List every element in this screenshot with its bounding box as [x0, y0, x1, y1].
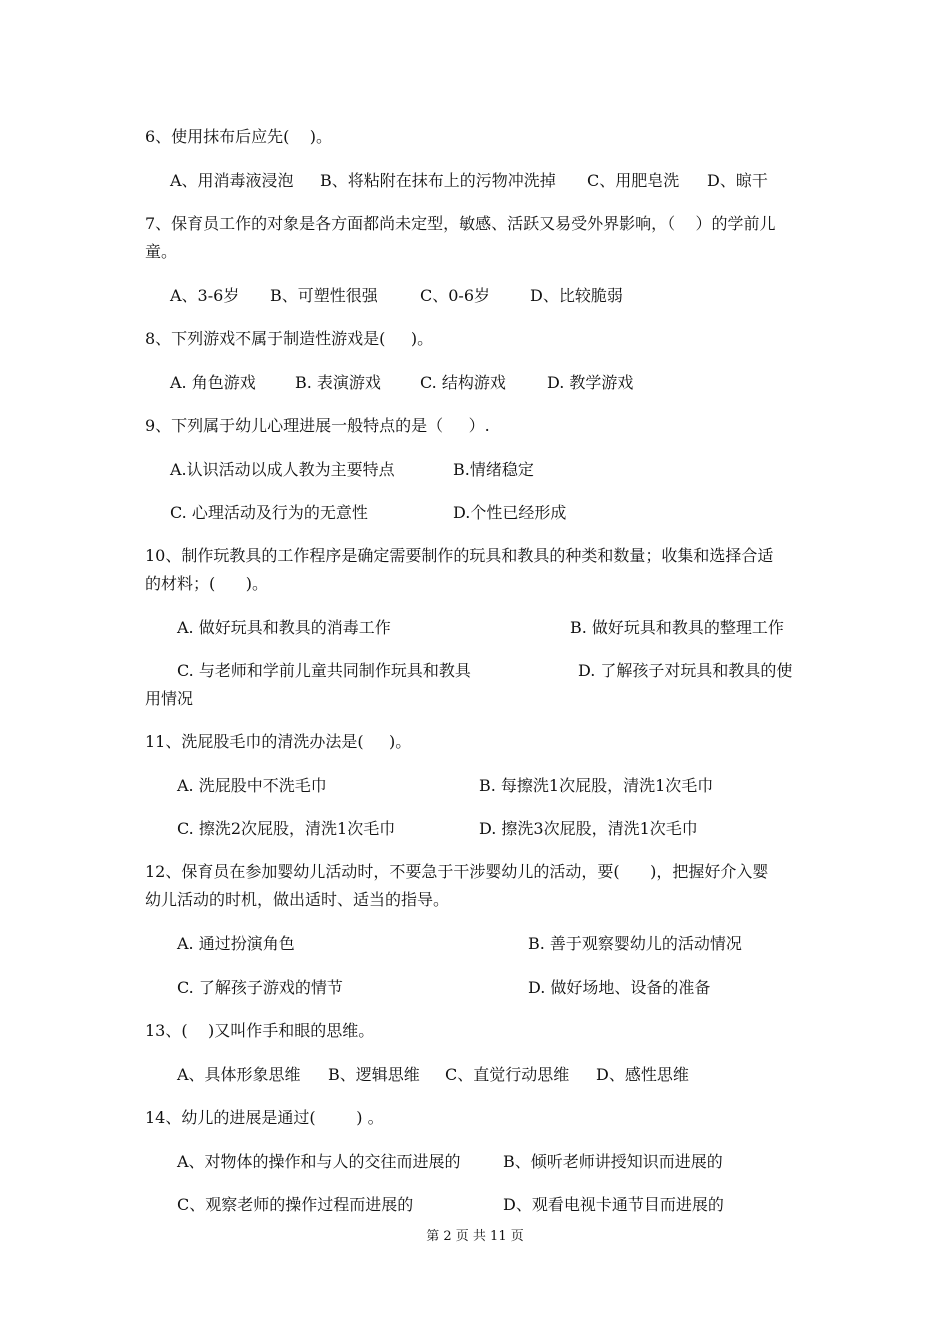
q12-option-d: D. 做好场地、设备的准备: [528, 978, 711, 997]
q6-option-d: D、晾干: [707, 171, 768, 190]
q13-option-a: A、具体形象思维: [177, 1065, 301, 1084]
q10-option-a: A. 做好玩具和教具的消毒工作: [177, 618, 391, 637]
q9-option-c: C. 心理活动及行为的无意性: [170, 503, 368, 522]
q9-option-d: D.个性已经形成: [453, 503, 567, 522]
question-7-stem-cont: 童。: [145, 242, 178, 261]
q12-option-b: B. 善于观察婴幼儿的活动情况: [528, 934, 742, 953]
q12-option-c: C. 了解孩子游戏的情节: [177, 978, 343, 997]
question-9-stem: 9、下列属于幼儿心理进展一般特点的是（ ）.: [145, 416, 490, 435]
q7-option-c: C、0-6岁: [420, 286, 491, 305]
question-10-stem: 10、制作玩教具的工作程序是确定需要制作的玩具和教具的种类和数量；收集和选择合适: [145, 546, 774, 565]
question-13-stem: 13、( )又叫作手和眼的思维。: [145, 1021, 375, 1040]
q8-option-b: B. 表演游戏: [295, 373, 381, 392]
page-footer: 第 2 页 共 11 页: [426, 1229, 524, 1244]
q8-option-c: C. 结构游戏: [420, 373, 506, 392]
question-8-stem: 8、下列游戏不属于制造性游戏是( )。: [145, 329, 434, 348]
q14-option-b: B、倾听老师讲授知识而进展的: [503, 1152, 723, 1171]
q13-option-d: D、感性思维: [596, 1065, 689, 1084]
q7-option-a: A、3-6岁: [170, 286, 240, 305]
q13-option-c: C、直觉行动思维: [445, 1065, 570, 1084]
q11-option-a: A. 洗屁股中不洗毛巾: [177, 776, 327, 795]
question-11-stem: 11、洗屁股毛巾的清洗办法是( )。: [145, 732, 412, 751]
question-6-stem: 6、使用抹布后应先( )。: [145, 127, 333, 146]
q11-option-b: B. 每擦洗1次屁股，清洗1次毛巾: [479, 776, 714, 795]
q9-option-a: A.认识活动以成人教为主要特点: [170, 460, 395, 479]
q6-option-b: B、将粘附在抹布上的污物冲洗掉: [320, 171, 556, 190]
q14-option-d: D、观看电视卡通节目而进展的: [503, 1195, 724, 1214]
question-12-stem: 12、保育员在参加婴幼儿活动时，不要急于干涉婴幼儿的活动，要( )，把握好介入婴: [145, 862, 769, 881]
q8-option-d: D. 教学游戏: [547, 373, 634, 392]
question-14-stem: 14、幼儿的进展是通过( ) 。: [145, 1108, 384, 1127]
q10-option-d: D. 了解孩子对玩具和教具的使: [578, 661, 793, 680]
q12-option-a: A. 通过扮演角色: [177, 934, 295, 953]
q10-option-b: B. 做好玩具和教具的整理工作: [570, 618, 784, 637]
question-10-stem-cont: 的材料；( )。: [145, 574, 269, 593]
q10-option-d-cont: 用情况: [145, 689, 194, 708]
question-7-stem: 7、保育员工作的对象是各方面都尚未定型，敏感、活跃又易受外界影响，（ ）的学前儿: [145, 214, 776, 233]
q10-option-c: C. 与老师和学前儿童共同制作玩具和教具: [177, 661, 471, 680]
q13-option-b: B、逻辑思维: [328, 1065, 420, 1084]
q6-option-c: C、用肥皂洗: [587, 171, 680, 190]
q14-option-a: A、对物体的操作和与人的交往而进展的: [177, 1152, 461, 1171]
q7-option-b: B、可塑性很强: [270, 286, 378, 305]
q11-option-d: D. 擦洗3次屁股，清洗1次毛巾: [479, 819, 698, 838]
q14-option-c: C、观察老师的操作过程而进展的: [177, 1195, 414, 1214]
q6-option-a: A、用消毒液浸泡: [170, 171, 294, 190]
q9-option-b: B.情绪稳定: [453, 460, 534, 479]
question-12-stem-cont: 幼儿活动的时机，做出适时、适当的指导。: [145, 890, 450, 909]
q8-option-a: A. 角色游戏: [170, 373, 256, 392]
q7-option-d: D、比较脆弱: [530, 286, 623, 305]
q11-option-c: C. 擦洗2次屁股，清洗1次毛巾: [177, 819, 396, 838]
